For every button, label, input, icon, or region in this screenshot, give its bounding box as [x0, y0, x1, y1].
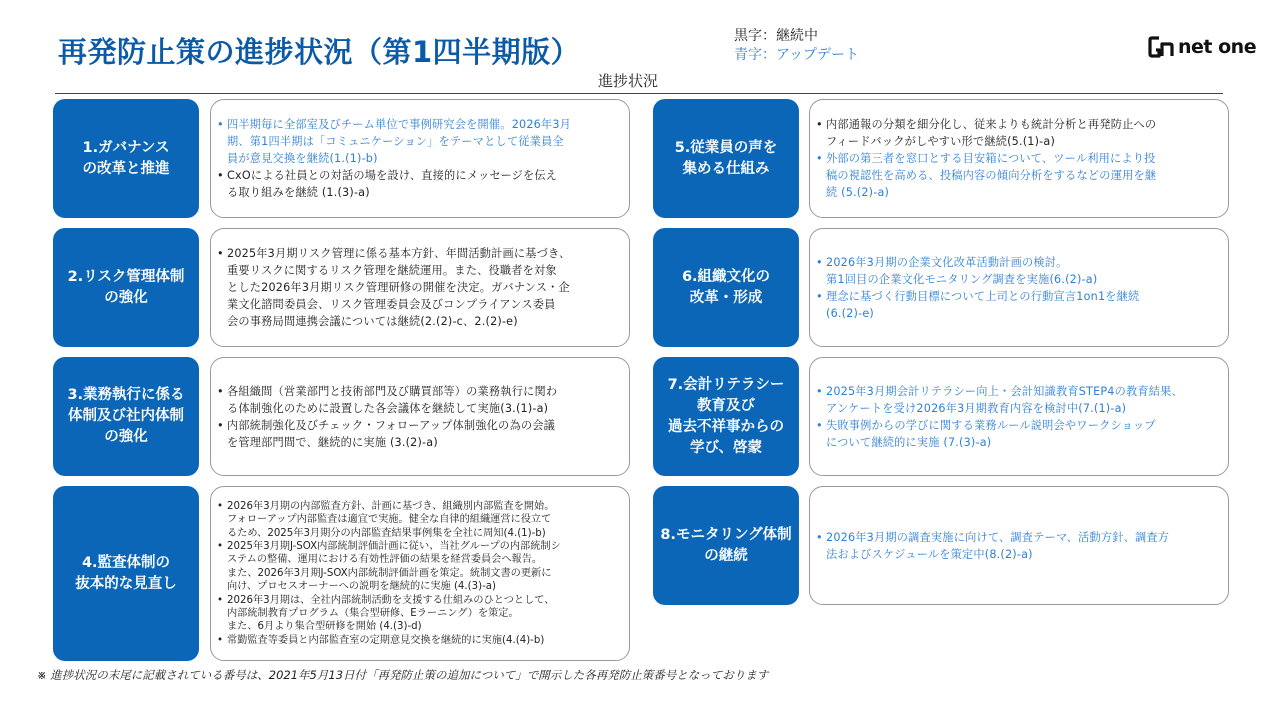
progress-item: • 2025年3月期リスク管理に係る基本方針、年間活動計画に基づき、 重要リスクに関するリスク管理を継続運用。また、役職者を対象 とした2026年3月期リスク管理研修の開催を決定。ガバナンス・企 業文化諮問委員会、リスク管理委員会及びコンプライアンス委員 会の事務局間連携会議については継続(2.(2)-c、2.(2)-e) — [217, 245, 623, 330]
category-accounting-literacy: 7.会計リテラシー 教育及び 過去不祥事からの 学び、啓蒙 — [653, 357, 799, 476]
progress-item: • 常勤監査等委員と内部監査室の定期意見交換を継続的に実施(4.(4)-b) — [217, 634, 623, 647]
brand-name: net one — [1178, 36, 1257, 58]
progress-box-audit — [210, 486, 630, 661]
footnote: ※ 進捗状況の末尾に記載されている番号は、2021年5月13日付「再発防止策の追加について」で開示した各再発防止策番号となっております — [37, 668, 769, 682]
progress-item: • 2025年3月期会計リテラシー向上・会計知識教育STEP4の教育結果、 アンケートを受け2026年3月期教育内容を検討中(7.(1)-a) — [816, 383, 1222, 417]
page-title: 再発防止策の進捗状況（第1四半期版） — [58, 35, 581, 69]
category-employee-voice: 5.従業員の声を 集める仕組み — [653, 99, 799, 218]
progress-item: • 各組織間（営業部門と技術部門及び購買部等）の業務執行に関わ る体制強化のために設置した各会議体を継続して実施(3.(1)-a) — [217, 383, 623, 417]
progress-item: • 2026年3月期の調査実施に向けて、調査テーマ、活動方針、調査方 法およびスケジュールを策定中(8.(2)-a) — [816, 529, 1222, 563]
category-governance: 1.ガバナンス の改革と推進 — [53, 99, 199, 218]
progress-item: • 内部通報の分類を細分化し、従来よりも統計分析と再発防止への フィードバックがしやすい形で継続(5.(1)-a) — [816, 116, 1222, 150]
progress-box-business-execution — [210, 357, 630, 476]
progress-item: • 2025年3月期J-SOX内部統制評価計画に従い、当社グループの内部統制シ ステムの整備、運用における有効性評価の結果を経営委員会へ報告。 また、2026年3月期J-SOX内部統制評価計画を策定。統制文書の更新に 向け、プロセスオーナーへの説明を継続的に実施 (4.(3)-a) — [217, 540, 623, 594]
legend-black-text: 黒字：継続中 — [734, 28, 818, 44]
category-business-execution: 3.業務執行に係る 体制及び社内体制 の強化 — [53, 357, 199, 476]
progress-item: • 2026年3月期の内部監査方針、計画に基づき、組織別内部監査を開始。 フォローアップ内部監査は適宜で実施。健全な自律的組織運営に役立て るため、2025年3月期分の内部監査結果事例集を全社に周知(4.(1)-b) — [217, 500, 623, 540]
progress-item: • 2026年3月期は、全社内部統制活動を支援する仕組みのひとつとして、 内部統制教育プログラム（集合型研修、Eラーニング）を策定。 また、6月より集合型研修を開始 (4.(3)-d) — [217, 594, 623, 634]
color-legend — [734, 27, 859, 65]
progress-box-accounting-literacy — [809, 357, 1229, 476]
header-divider — [55, 93, 1223, 94]
progress-box-governance — [210, 99, 630, 218]
progress-item: • 理念に基づく行動目標について上司との行動宣言1on1を継続 (6.(2)-e) — [816, 288, 1222, 322]
progress-item: • 外部の第三者を窓口とする目安箱について、ツール利用により投 稿の視認性を高める、投稿内容の傾向分析をするなどの運用を継 続 (5.(2)-a) — [816, 150, 1222, 201]
category-monitoring: 8.モニタリング体制 の継続 — [653, 486, 799, 605]
progress-item: • CxOによる社員との対話の場を設け、直接的にメッセージを伝え る取り組みを継続 (1.(3)-a) — [217, 167, 623, 201]
progress-box-risk-management — [210, 228, 630, 347]
progress-item: • 2026年3月期の企業文化改革活動計画の検討。 第1回目の企業文化モニタリング調査を実施(6.(2)-a) — [816, 254, 1222, 288]
category-risk-management: 2.リスク管理体制 の強化 — [53, 228, 199, 347]
brand-logo — [1148, 36, 1256, 58]
section-subheading: 進捗状況 — [598, 72, 659, 90]
progress-item: • 四半期毎に全部室及びチーム単位で事例研究会を開催。2026年3月 期、第1四半期は「コミュニケーション」をテーマとして従業員全 員が意見交換を継続(1.(1)-b) — [217, 116, 623, 167]
progress-box-monitoring — [809, 486, 1229, 605]
progress-box-employee-voice — [809, 99, 1229, 218]
progress-item: • 失敗事例からの学びに関する業務ルール説明会やワークショップ について継続的に実施 (7.(3)-a) — [816, 417, 1222, 451]
category-organizational-culture: 6.組織文化の 改革・形成 — [653, 228, 799, 347]
progress-item: • 内部統制強化及びチェック・フォローアップ体制強化の為の会議 を管理部門間で、継続的に実施 (3.(2)-a) — [217, 417, 623, 451]
legend-blue-text: 青字：アップデート — [734, 47, 860, 63]
category-audit: 4.監査体制の 抜本的な見直し — [53, 486, 199, 661]
progress-box-organizational-culture — [809, 228, 1229, 347]
brand-mark-icon — [1148, 36, 1174, 58]
